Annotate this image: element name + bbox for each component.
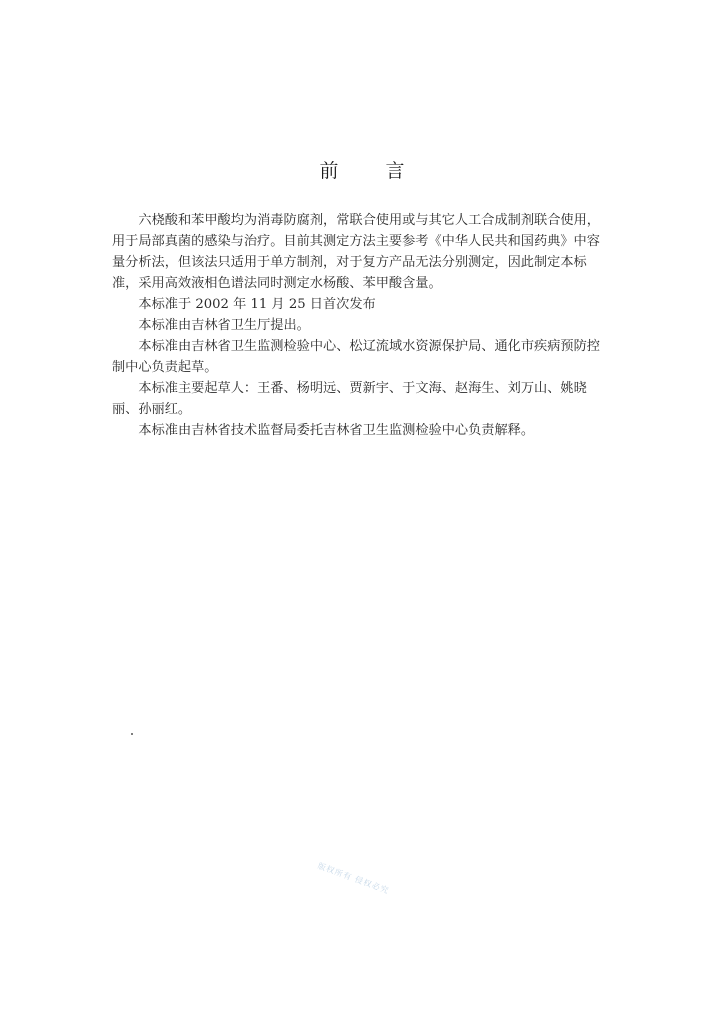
foreword-body <box>112 210 612 441</box>
paragraph-drafting-units: 本标准由吉林省卫生监测检验中心、松辽流域水资源保护局、通化市疾病预防控制中心负责起草。 <box>112 339 600 375</box>
title-char-1: 前 <box>319 160 339 182</box>
title-char-2: 言 <box>385 160 405 182</box>
paragraph-release-date: 本标准于 2002 年 11 月 25 日首次发布 <box>138 297 376 312</box>
paragraph-interpretation: 本标准由吉林省技术监督局委托吉林省卫生监测检验中心负责解释。 <box>138 423 535 438</box>
watermark-text: 版权所有 侵权必究 <box>316 861 391 896</box>
paragraph-intro: 六桡酸和苯甲酸均为消毒防腐剂，常联合使用或与其它人工合成制剂联合使用，用于局部真菌的感染与治疗。目前其测定方法主要参考《中华人民共和国药典》中容量分析法，但该法只适用于单方制剂，对于复方产品无法分别测定，因此制定本标准，采用高效液相色谱法同时测定水杨酸、苯甲酸含量。 <box>112 213 600 291</box>
page-title <box>0 156 724 183</box>
paragraph-proposer: 本标准由吉林省卫生厅提出。 <box>138 318 310 333</box>
scan-speck <box>131 733 133 735</box>
paragraph-drafters: 本标准主要起草人：王番、杨明远、贾新宇、于文海、赵海生、刘万山、姚晓丽、孙丽红。 <box>112 381 587 417</box>
